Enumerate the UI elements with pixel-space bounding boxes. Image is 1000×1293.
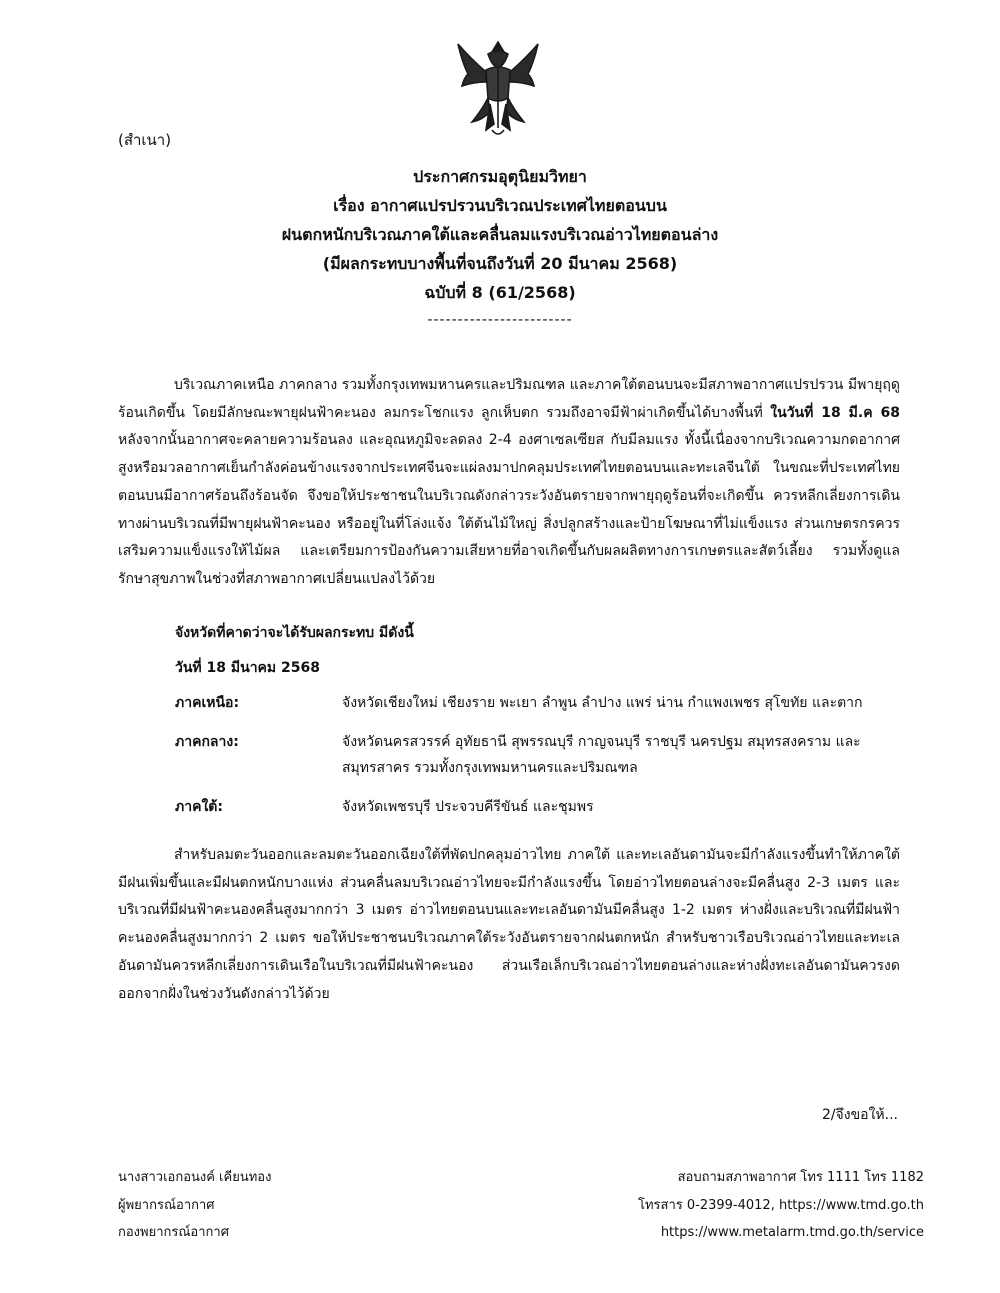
- announcement-issue: ฉบับที่ 8 (61/2568): [424, 283, 576, 302]
- forecaster-name: นางสาวเอกอนงค์ เคียนทอง: [118, 1170, 272, 1185]
- para1-date-bold: ในวันที่ 18 มี.ค 68: [770, 404, 900, 421]
- announcement-title: ประกาศกรมอุตุนิยมวิทยา: [413, 167, 587, 186]
- region-north-provinces: จังหวัดเชียงใหม่ เชียงราย พะเยา ลำพูน ลำปาง แพร่ น่าน กำแพงเพชร สุโขทัย และตาก: [342, 695, 863, 711]
- para1-text-a: บริเวณภาคเหนือ ภาคกลาง รวมทั้งกรุงเทพมหานครและปริมณฑล และภาคใต้ตอนบนจะมีสภาพอากาศแปรปรวน มีพายุฤดูร้อนเกิดขึ้น โดยมีลักษณะพายุฝนฟ้าคะนอง ลมกระโชกแรง ลูกเห็บตก รวมถึงอาจมีฟ้าผ่าเกิดขึ้นได้บางพื้นที่: [118, 377, 900, 421]
- announcement-header: [0, 164, 1000, 331]
- forecaster-position: ผู้พยากรณ์อากาศ: [118, 1197, 215, 1213]
- contact-fax-website[interactable]: โทรสาร 0-2399-4012, https://www.tmd.go.th: [638, 1197, 924, 1213]
- announcement-subject-2: ฝนตกหนักบริเวณภาคใต้และคลื่นลมแรงบริเวณอ่าวไทยตอนล่าง: [281, 225, 719, 244]
- announcement-subject: เรื่อง อากาศแปรปรวนบริเวณประเทศไทยตอนบน: [333, 196, 667, 215]
- affected-heading: จังหวัดที่คาดว่าจะได้รับผลกระทบ มีดังนี้: [175, 625, 414, 641]
- forecaster-signature-block: [118, 1164, 271, 1247]
- region-north-label: ภาคเหนือ:: [175, 695, 240, 711]
- garuda-emblem-icon: [452, 38, 544, 140]
- para1-text-b: หลังจากนั้นอากาศจะคลายความร้อนลง และอุณหภูมิจะลดลง 2-4 องศาเซลเซียส กับมีลมแรง ทั้งนี้เนื่องจากบริเวณความกดอากาศสูงหรือมวลอากาศเย็นกำลังค่อนข้างแรงจากประเทศจีนจะแผ่ลงมาปกคลุมประเทศไทยตอนบนและทะเลจีนใต้ ในขณะที่ประเทศไทยตอนบนมีอากาศร้อนถึงร้อนจัด จึงขอให้ประชาชนในบริเวณดังกล่าวระวังอันตรายจากพายุฤดูร้อนที่จะเกิดขึ้น ควรหลีกเลี่ยงการเดินทางผ่านบริเวณที่มีพายุฝนฟ้าคะนอง หรืออยู่ในที่โล่งแจ้ง ใต้ต้นไม้ใหญ่ สิ่งปลูกสร้างและป้ายโฆษณาที่ไม่แข็งแรง ส่วนเกษตรกรควรเสริมความแข็งแรงให้ไม้ผล และเตรียมการป้องกันความเสียหายที่อาจเกิดขึ้นกับผลผลิตทางการเกษตรและสัตว์เลี้ยง รวมทั้งดูแลรักษาสุขภาพในช่วงที่สภาพอากาศเปลี่ยนแปลงไว้ด้วย: [118, 432, 900, 587]
- region-south-label: ภาคใต้:: [175, 799, 223, 815]
- next-page-marker: 2/จึงขอให้...: [821, 1107, 898, 1123]
- contact-metalarm-link[interactable]: https://www.metalarm.tmd.go.th/service: [660, 1225, 924, 1240]
- contact-block: [638, 1164, 924, 1247]
- body-paragraph-1: [118, 372, 900, 594]
- contact-phone: สอบถามสภาพอากาศ โทร 1111 โทร 1182: [677, 1170, 924, 1185]
- body-paragraph-2: สำหรับลมตะวันออกและลมตะวันออกเฉียงใต้ที่พัดปกคลุมอ่าวไทย ภาคใต้ และทะเลอันดามันจะมีกำลังแรงขึ้นทำให้ภาคใต้มีฝนเพิ่มขึ้นและมีฝนตกหนักบางแห่ง ส่วนคลื่นลมบริเวณอ่าวไทยจะมีกำลังแรงขึ้น โดยอ่าวไทยตอนล่างจะมีคลื่นสูง 2-3 เมตร และบริเวณที่มีฝนฟ้าคะนองคลื่นสูงมากกว่า 3 เมตร อ่าวไทยตอนบนและทะเลอันดามันมีคลื่นสูง 1-2 เมตร ห่างฝั่งและบริเวณที่มีฝนฟ้าคะนองคลื่นสูงมากกว่า 2 เมตร ขอให้ประชาชนบริเวณภาคใต้ระวังอันตรายจากฝนตกหนัก สำหรับชาวเรือบริเวณอ่าวไทยและทะเลอันดามันควรหลีกเลี่ยงการเดินเรือในบริเวณที่มีฝนฟ้าคะนอง ส่วนเรือเล็กบริเวณอ่าวไทยตอนล่างและห่างฝั่งทะเลอันดามันควรงดออกจากฝั่งในช่วงวันดังกล่าวไว้ด้วย: [118, 847, 900, 1002]
- affected-date: วันที่ 18 มีนาคม 2568: [175, 660, 320, 676]
- announcement-effect: (มีผลกระทบบางพื้นที่จนถึงวันที่ 20 มีนาคม 2568): [322, 254, 678, 273]
- region-south-provinces: จังหวัดเพชรบุรี ประจวบคีรีขันธ์ และชุมพร: [342, 799, 594, 815]
- region-central-provinces: จังหวัดนครสวรรค์ อุทัยธานี สุพรรณบุรี กาญจนบุรี ราชบุรี นครปฐม สมุทรสงคราม และสมุทรสาคร รวมทั้งกรุงเทพมหานครและปริมณฑล: [342, 734, 861, 776]
- copy-mark: (สำเนา): [118, 131, 172, 149]
- header-separator: ------------------------: [427, 312, 573, 328]
- region-central-label: ภาคกลาง:: [175, 734, 239, 750]
- forecaster-division: กองพยากรณ์อากาศ: [118, 1225, 229, 1240]
